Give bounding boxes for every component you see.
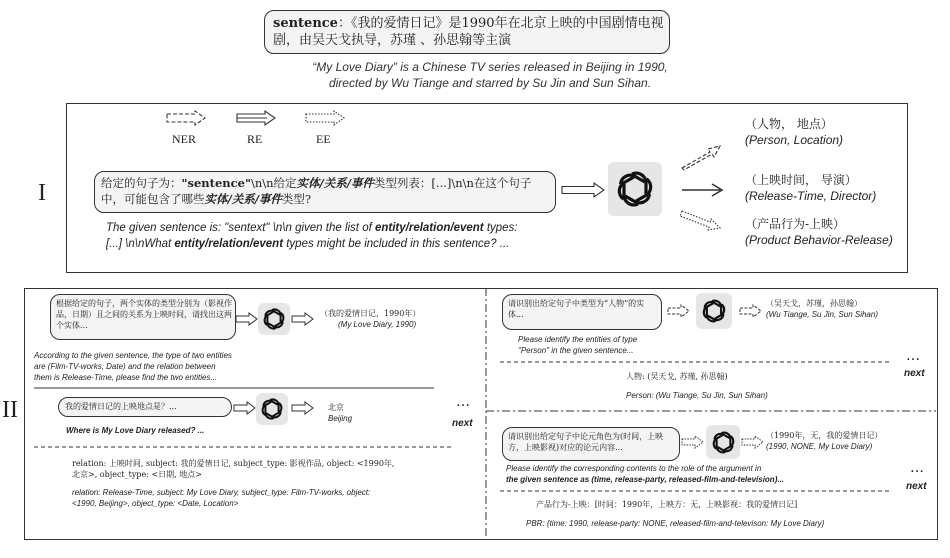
prompt-to-model-arrow-icon [562, 183, 606, 197]
section-2-numeral: II [2, 397, 18, 423]
llm-logo-icon [608, 162, 662, 216]
re-prompt-translation: According to the given sentence, the type of two entities are (Film-TV-works, Date) and the relation between them is Release-Time, please find the two entities... [34, 351, 232, 382]
legend-ee-arrow-icon [306, 111, 346, 125]
re-result: relation: 上映时间, subject: 我的爱情日记, subject_type: 影视作品, object: <1990年, 北京>, object_type: <日期, 地点> relation: Release-Time, subject: My Love Diary, subject_type: Film-TV-works, object: <1990, Beijing>, object_type: <Date, Location> [72, 459, 395, 508]
ner-output-arrow-icon [680, 142, 724, 172]
source-sentence-box: sentence：《我的爱情日记》是1990年在北京上映的中国剧情电视剧，由吴天戈执导，苏瑾 、孙思翰等主演 [264, 10, 670, 54]
re-question-arrow-icon [234, 402, 256, 414]
legend-ner-arrow-icon [167, 111, 207, 125]
re-output-arrow-icon [682, 183, 726, 197]
ee-next-label: next [906, 481, 927, 492]
re-prompt-box: 根据给定的句子，两个实体的类型分别为（影视作品，日期）且之间的关系为上映时间，请找出这两个实体... [50, 294, 236, 340]
re-llm-logo-icon [258, 303, 290, 335]
ner-model-output: （吴天戈，苏瑾，孙思翰） (Wu Tiange, Su Jin, Sun Sihan) [766, 299, 878, 319]
ee-prompt-translation: Please identify the corresponding contents to the role of the argument in the given sentence as (time, release-party, released-film-and-television)... [506, 464, 785, 484]
ner-output-arrow-2-icon [740, 305, 762, 317]
ner-result-separator [500, 361, 890, 365]
ner-prompt-box: 请识别出给定句子中类型为“人物”的实体... [502, 294, 662, 330]
re-output: （上映时间， 导演） (Release-Time, Director) [745, 173, 877, 203]
re-ellipsis: … [456, 394, 470, 410]
ee-llm-logo-icon [706, 425, 740, 459]
re-result-separator [34, 446, 454, 450]
ee-result: 产品行为-上映：[时间：1990年，上映方：无，上映影视：我的爱情日记] PBR: {time: 1990, release-party: NONE, released-film-and-televison: My Love Diary} [526, 500, 825, 528]
re-question-output: 北京 Beijing [328, 403, 353, 423]
ee-output-arrow-2-icon [742, 436, 764, 448]
ner-prompt-arrow-icon [668, 305, 690, 317]
re-separator-line [34, 387, 434, 391]
ee-output-arrow-icon [680, 208, 724, 238]
section-1-numeral: I [38, 180, 46, 206]
sentence-label: sentence [273, 16, 338, 31]
legend-re-arrow-icon [237, 111, 277, 125]
ee-model-output: （1990年，无，我的爱情日记） (1990, NONE, My Love Diary) [766, 431, 883, 451]
re-prompt-arrow-icon [236, 313, 258, 325]
ner-result: 人物: (吴天戈, 苏瑾, 孙思翰) Person: (Wu Tiange, Su Jin, Sun Sihan) [626, 372, 768, 400]
ner-output: （人物， 地点） (Person, Location) [745, 117, 844, 147]
re-model-output: （我的爱情日记，1990年） (My Love Diary, 1990) [320, 309, 421, 329]
ee-output: （产品行为-上映） (Product Behavior-Release) [745, 217, 893, 247]
ee-prompt-arrow-icon [682, 436, 704, 448]
ner-llm-logo-icon [696, 293, 732, 329]
ner-prompt-translation: Please identify the entities of type "Person" in the given sentence... [518, 335, 638, 355]
legend-re-label: RE [247, 132, 263, 146]
ee-prompt-box: 请识别出给定句子中论元角色为(时间，上映方，上映影视)对应的论元内容... [502, 427, 680, 461]
type-prompt-box: 给定的句子为："sentence"\n\n给定实体/关系/事件类型列表：[...]\n\n在这个句子中，可能包含了哪些实体/关系/事件类型? [94, 171, 556, 213]
sentence-translation: “My Love Diary” is a Chinese TV series released in Beijing in 1990, directed by Wu Tiange and starred by Su Jin and Sun Sihan. [312, 60, 668, 90]
re-question-box: 我的爱情日记的上映地点是？... [58, 397, 232, 417]
type-prompt-translation: The given sentence is: "sentext" \n\n given the list of entity/relation/event types: [...] \n\nWhat entity/relation/event types might be included in this sentence? ... [106, 222, 518, 250]
re-question-output-arrow-icon [292, 402, 314, 414]
legend-ner-label: NER [172, 132, 196, 146]
legend-ee-label: EE [316, 132, 331, 146]
ner-ellipsis: … [906, 348, 920, 364]
ner-next-label: next [904, 368, 925, 379]
re-question-llm-logo-icon [256, 393, 288, 425]
ee-result-separator [500, 490, 890, 494]
ee-ellipsis: … [910, 460, 924, 476]
re-question-translation: Where is My Love Diary released? ... [66, 426, 205, 435]
sentence-chinese: 《我的爱情日记》是1990年在北京上映的中国剧情电视剧，由吴天戈执导，苏瑾 、孙思翰等主演 [273, 16, 664, 48]
re-output-arrow-2-icon [292, 313, 314, 325]
section-2-horizontal-divider [486, 410, 936, 414]
re-next-label: next [452, 418, 473, 429]
